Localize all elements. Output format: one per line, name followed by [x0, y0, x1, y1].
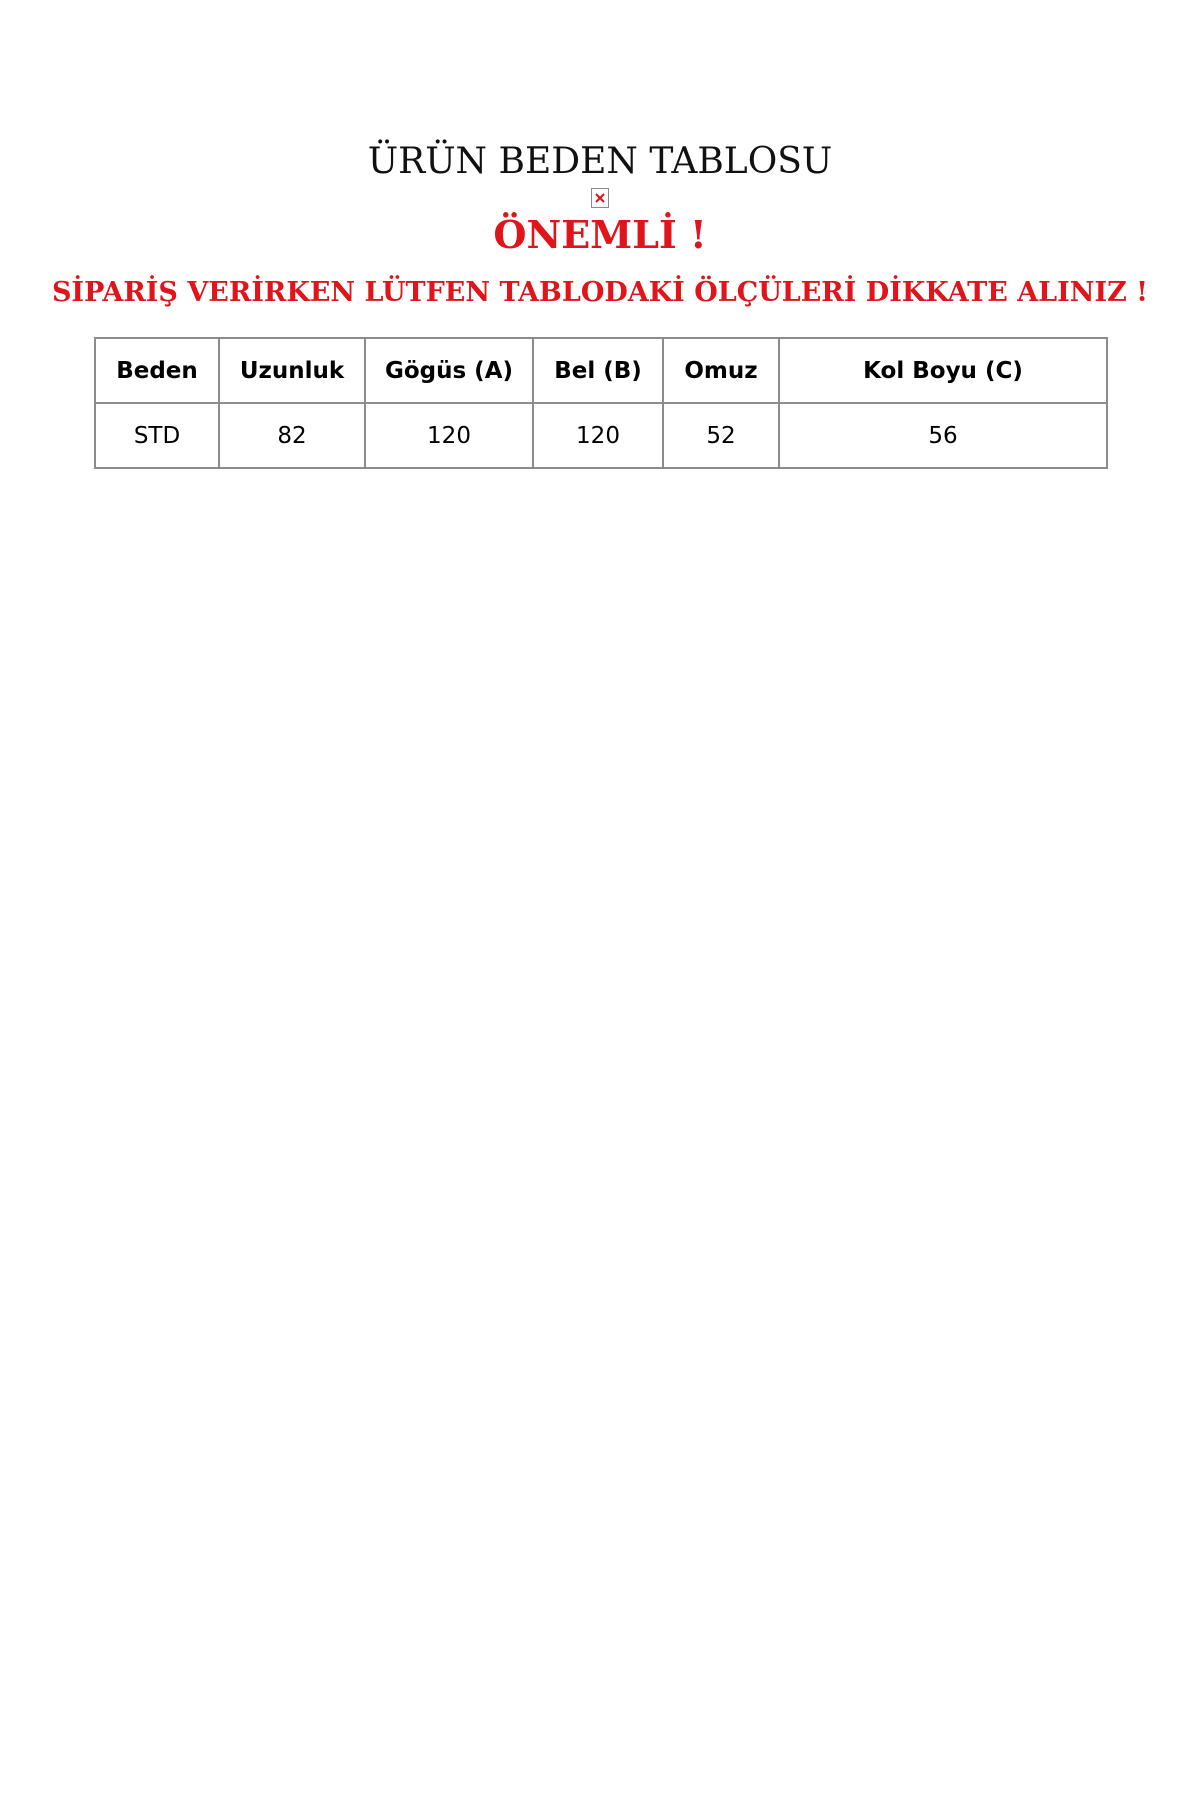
header-gogus: Gögüs (A): [365, 338, 533, 403]
table-header-row: [95, 338, 1107, 403]
cell-gogus: 120: [365, 403, 533, 468]
header-block: [0, 140, 1200, 310]
important-label: ÖNEMLİ !: [493, 212, 707, 257]
header-kol-boyu: Kol Boyu (C): [779, 338, 1107, 403]
header-bel: Bel (B): [533, 338, 663, 403]
broken-image-icon: [591, 188, 609, 208]
cell-omuz: 52: [663, 403, 779, 468]
cell-kol-boyu: 56: [779, 403, 1107, 468]
table-row: [95, 403, 1107, 468]
cell-uzunluk: 82: [219, 403, 365, 468]
cell-beden: STD: [95, 403, 219, 468]
cell-bel: 120: [533, 403, 663, 468]
header-omuz: Omuz: [663, 338, 779, 403]
header-uzunluk: Uzunluk: [219, 338, 365, 403]
order-warning: SİPARİŞ VERİRKEN LÜTFEN TABLODAKİ ÖLÇÜLERİ DİKKATE ALINIZ !: [51, 277, 1149, 308]
size-table: [94, 337, 1108, 469]
header-beden: Beden: [95, 338, 219, 403]
page-title: ÜRÜN BEDEN TABLOSU: [367, 141, 833, 182]
